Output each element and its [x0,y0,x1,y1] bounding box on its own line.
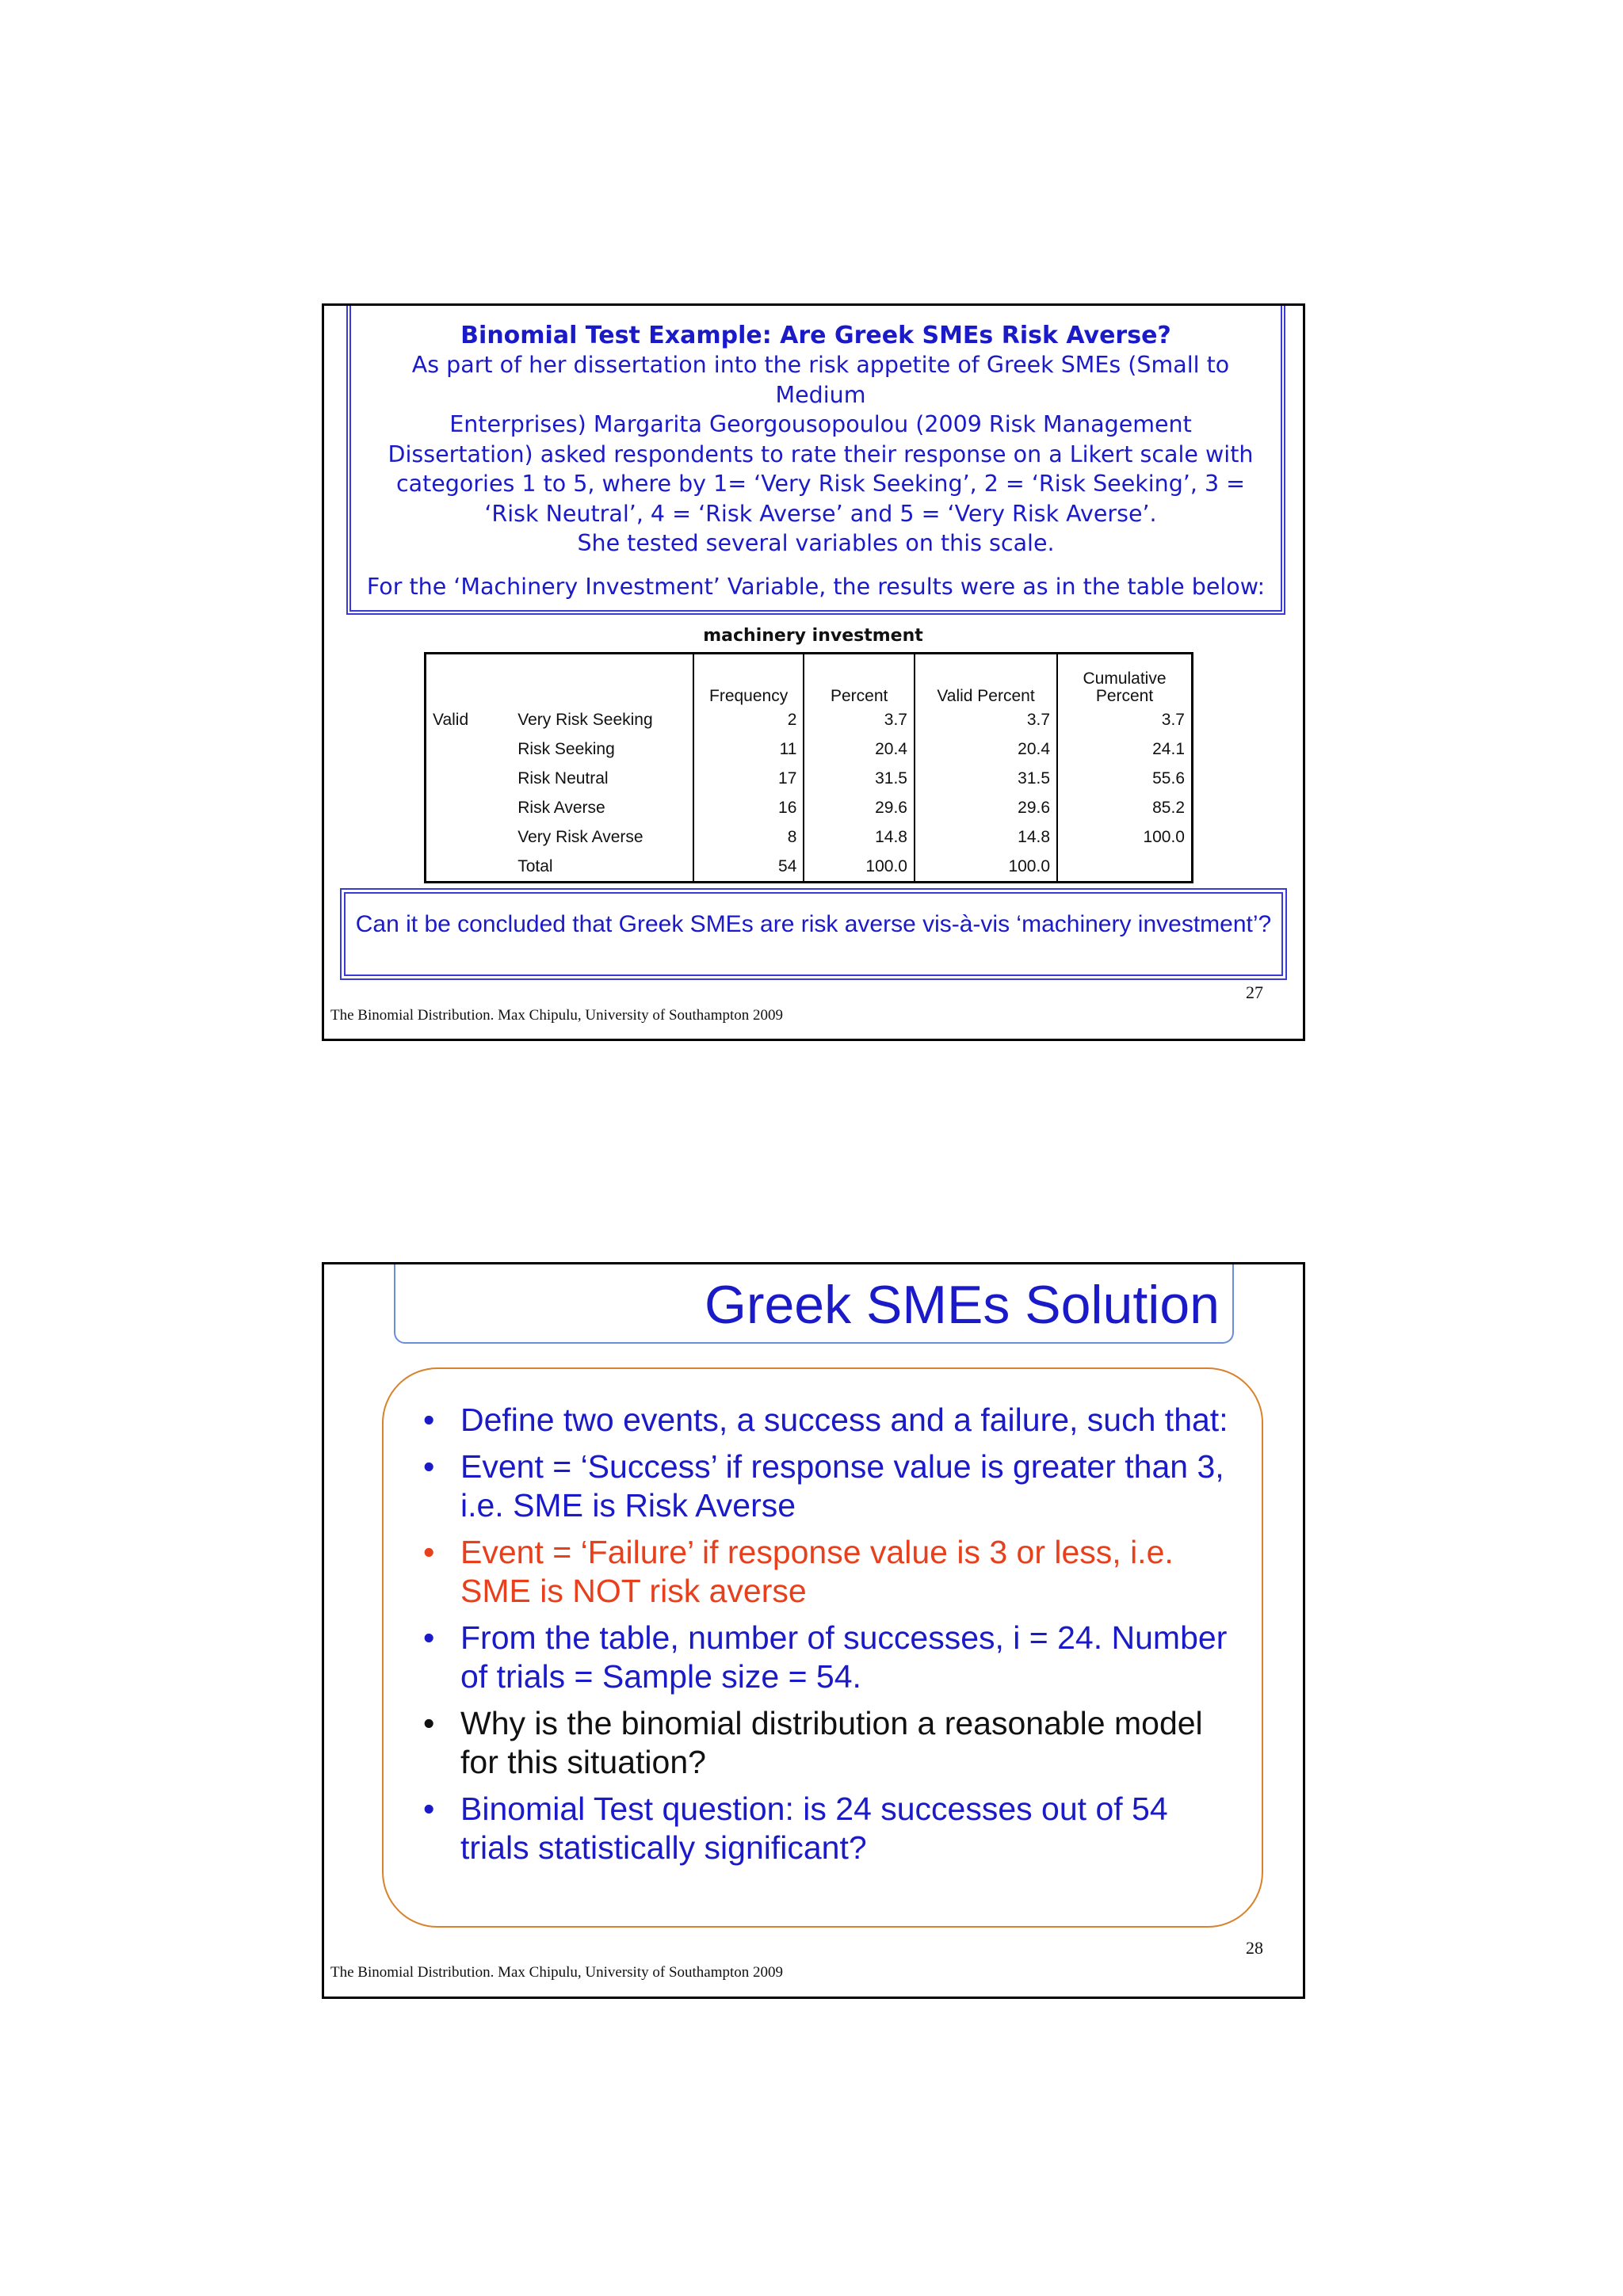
row-label: Very Risk Seeking [517,710,653,729]
bullet-text: From the table, number of successes, i = 24. Number of trials = Sample size = 54. [460,1619,1228,1695]
bullet-item [423,1704,1238,1782]
row-label: Total [517,856,553,875]
paragraph-line: Enterprises) Margarita Georgousopoulou (2009 Risk Management [449,411,1192,437]
frequency-cell: 54 [693,852,804,883]
percent-cell: 3.7 [804,705,915,734]
bullet-icon: • [423,1534,435,1570]
cumulative-percent-cell: 55.6 [1057,764,1192,793]
percent-cell: 29.6 [804,793,915,822]
tested-line: She tested several variables on this scale. [577,530,1055,556]
intro-paragraph [369,350,1273,528]
slide-title: Greek SMEs Solution [704,1275,1220,1335]
paragraph-line: categories 1 to 5, where by 1= ‘Very Risk Seeking’, 2 = ‘Risk Seeking’, 3 = [395,471,1246,497]
frequency-cell: 2 [693,705,804,734]
page-number: 28 [1246,1938,1263,1958]
page-number: 27 [1246,982,1263,1002]
table-header-row [426,654,1193,706]
bullet-text: Event = ‘Failure’ if response value is 3 or less, i.e. SME is NOT risk averse [460,1534,1174,1609]
title-box [394,1264,1234,1344]
valid-percent-cell: 100.0 [915,852,1057,883]
slide-footer: The Binomial Distribution. Max Chipulu, University of Southampton 2009 [330,1964,784,1981]
results-line: For the ‘Machinery Investment’ Variable, the results were as in the table below: [366,574,1266,600]
slide-27 [322,303,1305,1041]
slide-28 [322,1262,1305,1999]
table-row-total [426,852,1193,883]
bullet-icon: • [423,1619,435,1656]
percent-cell: 31.5 [804,764,915,793]
bullet-icon: • [423,1448,435,1485]
question-box: Can it be concluded that Greek SMEs are risk averse vis-à-vis ‘machinery investment’? [340,888,1287,980]
cumulative-percent-cell: 3.7 [1057,705,1192,734]
valid-percent-cell: 31.5 [915,764,1057,793]
frequency-cell: 8 [693,822,804,852]
paragraph-line: As part of her dissertation into the risk appetite of Greek SMEs (Small to Medium [411,352,1230,408]
slide-title: Binomial Test Example: Are Greek SMEs Risk Averse? [460,322,1171,349]
cumulative-percent-cell [1057,852,1192,883]
row-label: Very Risk Averse [517,827,643,846]
table-row [426,764,1193,793]
valid-percent-cell: 3.7 [915,705,1057,734]
percent-cell: 20.4 [804,734,915,764]
percent-cell: 14.8 [804,822,915,852]
bullet-item [423,1619,1238,1696]
bullet-icon: • [423,1402,435,1438]
bullet-text: Binomial Test question: is 24 successes out of 54 trials statistically significant? [460,1791,1168,1866]
cumulative-percent-cell: 85.2 [1057,793,1192,822]
table-header: Percent [804,654,915,706]
bullet-item [423,1401,1238,1440]
bullet-text: Event = ‘Success’ if response value is greater than 3, i.e. SME is Risk Averse [460,1448,1224,1524]
bullet-icon: • [423,1791,435,1827]
frequency-table [424,652,1193,883]
table-header: Valid Percent [915,654,1057,706]
group-label: Valid [433,710,469,729]
paragraph-line: Dissertation) asked respondents to rate their response on a Likert scale with [388,441,1254,467]
table-header: Frequency [693,654,804,706]
bullet-icon: • [423,1705,435,1741]
bullet-text: Define two events, a success and a failure, such that: [460,1402,1228,1438]
percent-cell: 100.0 [804,852,915,883]
intro-box [346,306,1285,615]
table-header [426,654,512,706]
cumulative-percent-cell: 24.1 [1057,734,1192,764]
table-caption: machinery investment [703,626,923,646]
content-box [382,1367,1263,1928]
valid-percent-cell: 14.8 [915,822,1057,852]
bullet-item [423,1533,1238,1611]
table-header [511,654,693,706]
bullet-item [423,1790,1238,1867]
row-label: Risk Neutral [517,769,609,788]
valid-percent-cell: 20.4 [915,734,1057,764]
cumulative-percent-cell: 100.0 [1057,822,1192,852]
slide-footer: The Binomial Distribution. Max Chipulu, University of Southampton 2009 [330,1007,784,1024]
paragraph-line: ‘Risk Neutral’, 4 = ‘Risk Averse’ and 5 = ‘Very Risk Averse’. [484,500,1157,527]
frequency-cell: 17 [693,764,804,793]
bullet-item [423,1447,1238,1525]
frequency-cell: 16 [693,793,804,822]
bullet-text: Why is the binomial distribution a reasonable model for this situation? [460,1705,1203,1780]
table-row [426,705,1193,734]
valid-percent-cell: 29.6 [915,793,1057,822]
table-header: Cumulative Percent [1057,654,1192,706]
table-row [426,734,1193,764]
row-label: Risk Averse [517,798,605,817]
row-label: Risk Seeking [517,739,615,758]
bullet-list [423,1401,1238,1875]
table-row [426,822,1193,852]
frequency-cell: 11 [693,734,804,764]
table-row [426,793,1193,822]
